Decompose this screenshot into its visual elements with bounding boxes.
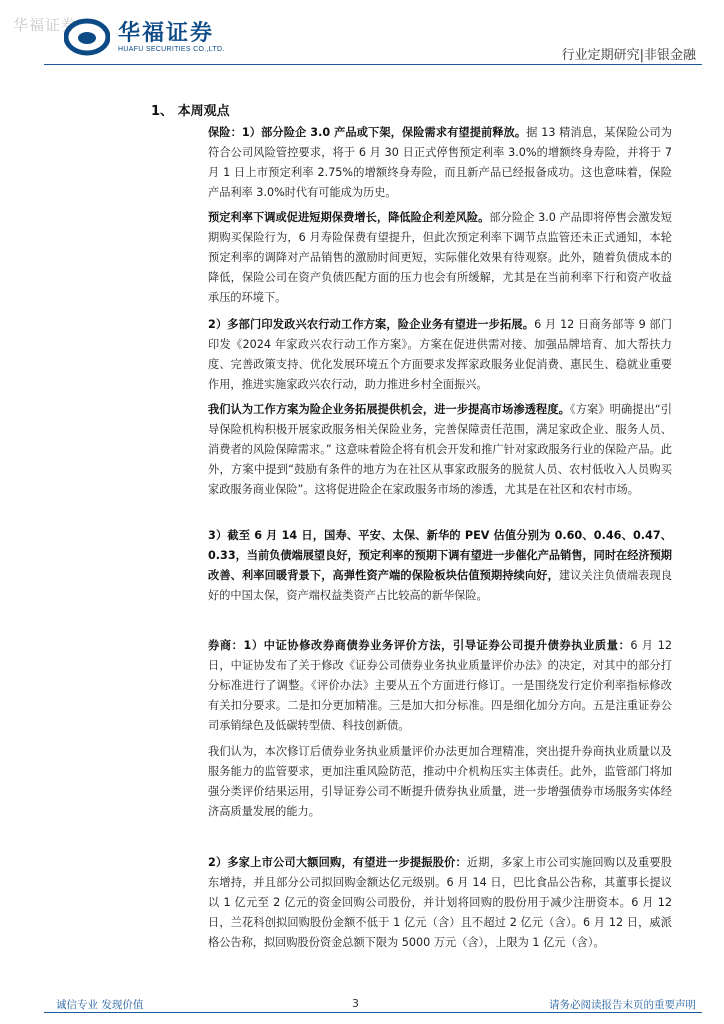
paragraph-lead: 保险：1）部分险企 3.0 产品或下架，保险需求有望提前释放。: [208, 126, 527, 139]
paragraph-broker-2: [208, 742, 672, 822]
paragraph-text: 部分险企 3.0 产品即将停售会激发短期购买保险行为，6 月寿险保费有望提升，但此次预定利率下调节点监管还未正式通知，本轮预定利率的调降对产品销售的激励时间更短，实际催化效果有待观察。此外，随着负债成本的降低，保险公司在资产负债匹配方面的压力也会有所缓解，尤其是在当前利率下行和资产收益承压的环境下。: [208, 211, 672, 304]
logo-name-cn: 华福证券: [118, 21, 215, 46]
header-divider: [44, 64, 702, 65]
paragraph-text: 建议关注负债端表现良好的中国太保，资产端权益类资产占比较高的新华保险。: [208, 569, 672, 602]
page-number: 3: [352, 997, 359, 1010]
report-category: 行业定期研究|非银金融: [561, 48, 696, 63]
paragraph-broker-3: [208, 853, 672, 953]
paragraph-text: 《方案》明确提出“引导保险机构积极开展家政服务相关保险业务，完善保障责任范围，满足家政企业、服务人员、消费者的风险保障需求。” 这意味着险企将有机会开发和推广针对家政服务行业的保险产品。此外，方案中提到“鼓励有条件的地方为在社区从事家政服务的脱贫人员、农村低收入人员购买家政服务商业保险”。这将促进险企在家政服务市场的渗透，尤其是在社区和农村市场。: [208, 403, 672, 496]
paragraph-text: 据 13 精消息，某保险公司为符合公司风险管控要求，将于 6 月 30 日正式停售预定利率 3.0%的增额终身寿险，并将于 7 月 1 日上市预定利率 2.75%的增额终身寿险，而且新产品已经报备成功。这也意味着，保险产品利率 3.0%时代有可能成为历史。: [208, 126, 672, 199]
paragraph-lead: 券商：1）中证协修改券商债券业务评价方法，引导证券公司提升债券执业质量：: [208, 639, 631, 652]
paragraph-insurance-1: [208, 123, 672, 203]
paragraph-insurance-2: [208, 208, 672, 308]
footer-divider: [44, 1012, 702, 1013]
paragraph-insurance-3: [208, 315, 672, 395]
paragraph-insurance-5: [208, 526, 672, 606]
paragraph-lead: 3）截至 6 月 14 日，国寿、平安、太保、新华的 PEV 估值分别为 0.60、0.46、0.47、0.33，当前负债端展望良好，预定利率的预期下调有望进一步催化产品销售，同时在经济预期改善、利率回暖背景下，高弹性资产端的保险板块估值预期持续向好，: [208, 529, 672, 582]
footer-disclaimer: 请务必阅读报告末页的重要声明: [549, 999, 696, 1011]
watermark-text: 华福证券: [13, 16, 78, 34]
paragraph-lead: 预定利率下调或促进短期保费增长，降低险企利差风险。: [208, 211, 490, 224]
company-logo: [64, 16, 254, 60]
paragraph-text: 6 月 12 日，中证协发布了关于修改《证券公司债券业务执业质量评价办法》的决定，对其中的部分打分标准进行了调整。《评价办法》主要从五个方面进行修订。一是围绕发行定价利率指标修改有关扣分要求。二是扣分更加精准。三是加大扣分标准。四是细化加分方向。五是注重证券公司承销绿色及低碳转型债、科技创新债。: [208, 639, 672, 732]
paragraph-lead: 2）多家上市公司大额回购，有望进一步提振股价：: [208, 856, 467, 869]
paragraph-text: 近期，多家上市公司实施回购以及重要股东增持，并且部分公司拟回购金额达亿元级别。6 月 14 日，巴比食品公告称，其董事长提议以 1 亿元至 2 亿元的资金回购公司股份，并计划将回购的股份用于减少注册资本。6 月 12 日，兰花科创拟回购股份金额不低于 1 亿元（含）且不超过 2 亿元（含）。6 月 12 日，威派格公告称，拟回购股份资金总额下限为 5000 万元（含），上限为 1 亿元（含）。: [208, 856, 672, 949]
paragraph-insurance-4: [208, 400, 672, 500]
paragraph-text: 我们认为，本次修订后债券业务执业质量评价办法更加合理精准，突出提升券商执业质量以及服务能力的监管要求，更加注重风险防范，推动中介机构压实主体责任。此外，监管部门将加强分类评价结果运用，引导证券公司不断提升债券执业质量，进一步增强债券市场服务实体经济高质量发展的能力。: [208, 745, 672, 818]
paragraph-lead: 我们认为工作方案为险企业务拓展提供机会，进一步提高市场渗透程度。: [208, 403, 570, 416]
paragraph-text: 6 月 12 日商务部等 9 部门印发《2024 年家政兴农行动工作方案》。方案在促进供需对接、加强品牌培育、加大帮扶力度、完善政策支持、优化发展环境五个方面要求发挥家政服务业促消费、惠民生、稳就业重要作用，推进实施家政兴农行动，助力推进乡村全面振兴。: [208, 318, 672, 391]
paragraph-lead: 2）多部门印发政兴农行动工作方案，险企业务有望进一步拓展。: [208, 318, 535, 331]
paragraph-broker-1: [208, 636, 672, 736]
section-title: 1、 本周观点: [151, 104, 230, 119]
logo-name-en: HUAFU SECURITIES CO.,LTD.: [118, 46, 225, 53]
footer-slogan: 诚信专业 发现价值: [56, 999, 144, 1011]
logo-swirl-icon: [64, 18, 110, 56]
